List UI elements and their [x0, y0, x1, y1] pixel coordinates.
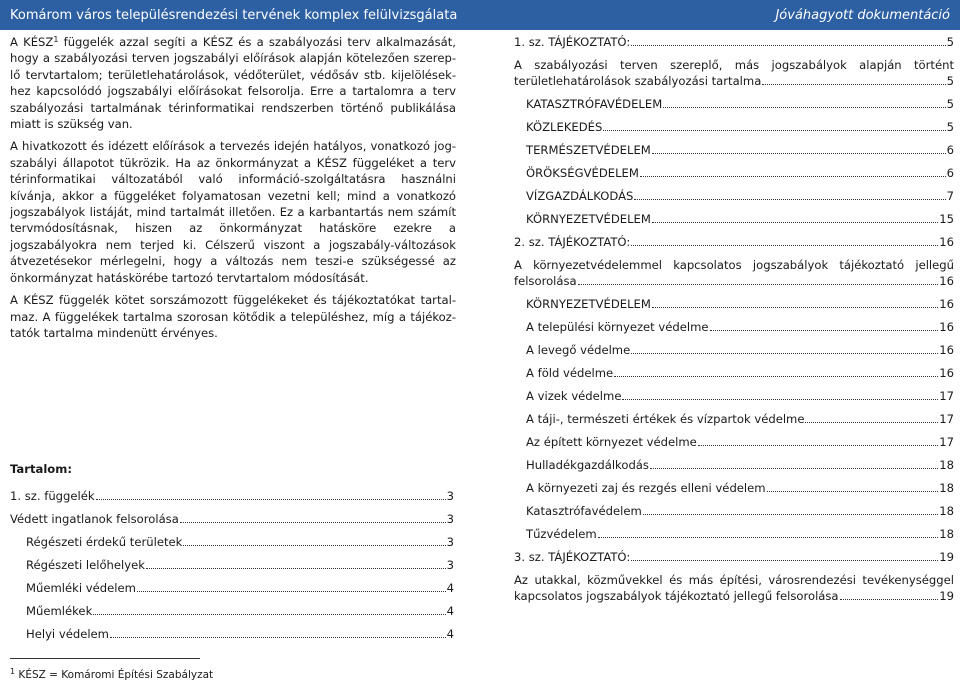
toc-entry[interactable]: TERMÉSZETVÉDELEM 6	[526, 143, 954, 157]
toc-entry[interactable]: VÍZGAZDÁLKODÁS 7	[526, 189, 954, 203]
paragraph-1: A KÉSZ$^1$ függelék azzal segíti a KÉSZ és a szabályozási terv alkalmazását, hogy a szabályozási terven jogszabályi előírások alapján kötelezően szereplő tervtartalom; területlehatárolások, védőterület, védősáv stb. kijelölésekhez kapcsolódó jogszabályi előírásokat felsorolja. Erre a tartalomra a terv szabályozási tartalmának térinformatikai rendszerben történő publikálása miatt is szükség van.	[10, 35, 456, 132]
toc-entry[interactable]: A környezetvédelemmel kapcsolatos jogszabályok tájékoztató jellegű felsorolása 16	[514, 258, 954, 288]
document-status: Jóváhagyott dokumentáció	[775, 7, 950, 23]
toc-entry[interactable]: Hulladékgazdálkodás 18	[526, 458, 954, 472]
toc-entry[interactable]: 1. sz. TÁJÉKOZTATÓ: 5	[514, 35, 954, 49]
footnote: $^1$ KÉSZ = Komáromi Építési Szabályzat	[10, 667, 214, 681]
toc-title: Tartalom:	[10, 462, 72, 476]
toc-entry[interactable]: A települési környezet védelme 16	[526, 320, 954, 334]
intro-text	[10, 34, 456, 347]
toc-entry[interactable]: Műemlékek 4	[26, 604, 454, 618]
toc-entry[interactable]: A vizek védelme 17	[526, 389, 954, 403]
toc-entry[interactable]: Védett ingatlanok felsorolása 3	[10, 512, 454, 526]
toc-entry[interactable]: KATASZTRÓFAVÉDELEM 5	[526, 97, 954, 111]
footnote-ref[interactable]: 1	[53, 35, 59, 44]
toc-entry[interactable]: Műemléki védelem 4	[26, 581, 454, 595]
toc-entry[interactable]: A szabályozási terven szereplő, más jogszabályok alapján történt területlehatárolások szabályozási tartalma 5	[514, 58, 954, 88]
toc-entry[interactable]: Katasztrófavédelem 18	[526, 504, 954, 518]
toc-entry[interactable]: KÖZLEKEDÉS 5	[526, 120, 954, 134]
toc-entry[interactable]: A levegő védelme 16	[526, 343, 954, 357]
toc-entry[interactable]: Régészeti lelőhelyek 3	[26, 558, 454, 572]
footnote-divider	[10, 658, 200, 659]
toc-entry[interactable]: Régészeti érdekű területek 3	[26, 535, 454, 549]
toc-entry[interactable]: A környezeti zaj és rezgés elleni védelem 18	[526, 481, 954, 495]
document-title: Komárom város településrendezési tervének komplex felülvizsgálata	[10, 7, 458, 23]
toc-entry[interactable]: Az utakkal, közművekkel és más építési, városrendezési tevékenységgel kapcsolatos jogszabályok tájékoztató jellegű felsorolása 19	[514, 573, 954, 603]
paragraph-3: A KÉSZ függelék kötet sorszámozott függelékeket és tájékoztatókat tartalmaz. A függelékek tartalma szorosan kötődik a településhez, míg a tájékoztatók tartalma mindenütt érvényes.	[10, 293, 456, 340]
toc-right	[514, 34, 954, 611]
toc-entry[interactable]: ÖRÖKSÉGVÉDELEM 6	[526, 166, 954, 180]
paragraph-2: A hivatkozott és idézett előírások a tervezés idején hatályos, vonatkozó jogszabályi állapotot tükrözik. Ha az önkormányzat a KÉSZ függeléket a terv térinformatikai változatából való információ-szolgáltatásra használni kívánja, akkor a függeléket folyamatosan vezetni kell; mind a vonatkozó jogszabályok listáját, mind tartalmát illetően. Ez a karbantartás nem számít tervmódosításnak, hiszen az önkormányzat hatásköre ezekre a jogszabályokra nem terjed ki. Célszerű viszont a jogszabály-változások átvezetésekor mérlegelni, hogy a változás nem teszi-e szükségessé az önkormányzat hatáskörébe tartozó tervtartalom módosítását.	[10, 139, 456, 285]
toc-left	[10, 488, 454, 649]
toc-entry[interactable]: Az épített környezet védelme 17	[526, 435, 954, 449]
toc-entry[interactable]: Helyi védelem 4	[26, 627, 454, 641]
toc-entry[interactable]: 3. sz. TÁJÉKOZTATÓ: 19	[514, 550, 954, 564]
toc-entry[interactable]: A föld védelme 16	[526, 366, 954, 380]
page-header	[0, 0, 960, 30]
toc-entry[interactable]: 1. sz. függelék 3	[10, 489, 454, 503]
toc-entry[interactable]: 2. sz. TÁJÉKOZTATÓ: 16	[514, 235, 954, 249]
toc-entry[interactable]: Tűzvédelem 18	[526, 527, 954, 541]
toc-entry[interactable]: A táji-, természeti értékek és vízpartok védelme 17	[526, 412, 954, 426]
toc-entry[interactable]: KÖRNYEZETVÉDELEM 16	[526, 297, 954, 311]
toc-entry[interactable]: KÖRNYEZETVÉDELEM 15	[526, 212, 954, 226]
